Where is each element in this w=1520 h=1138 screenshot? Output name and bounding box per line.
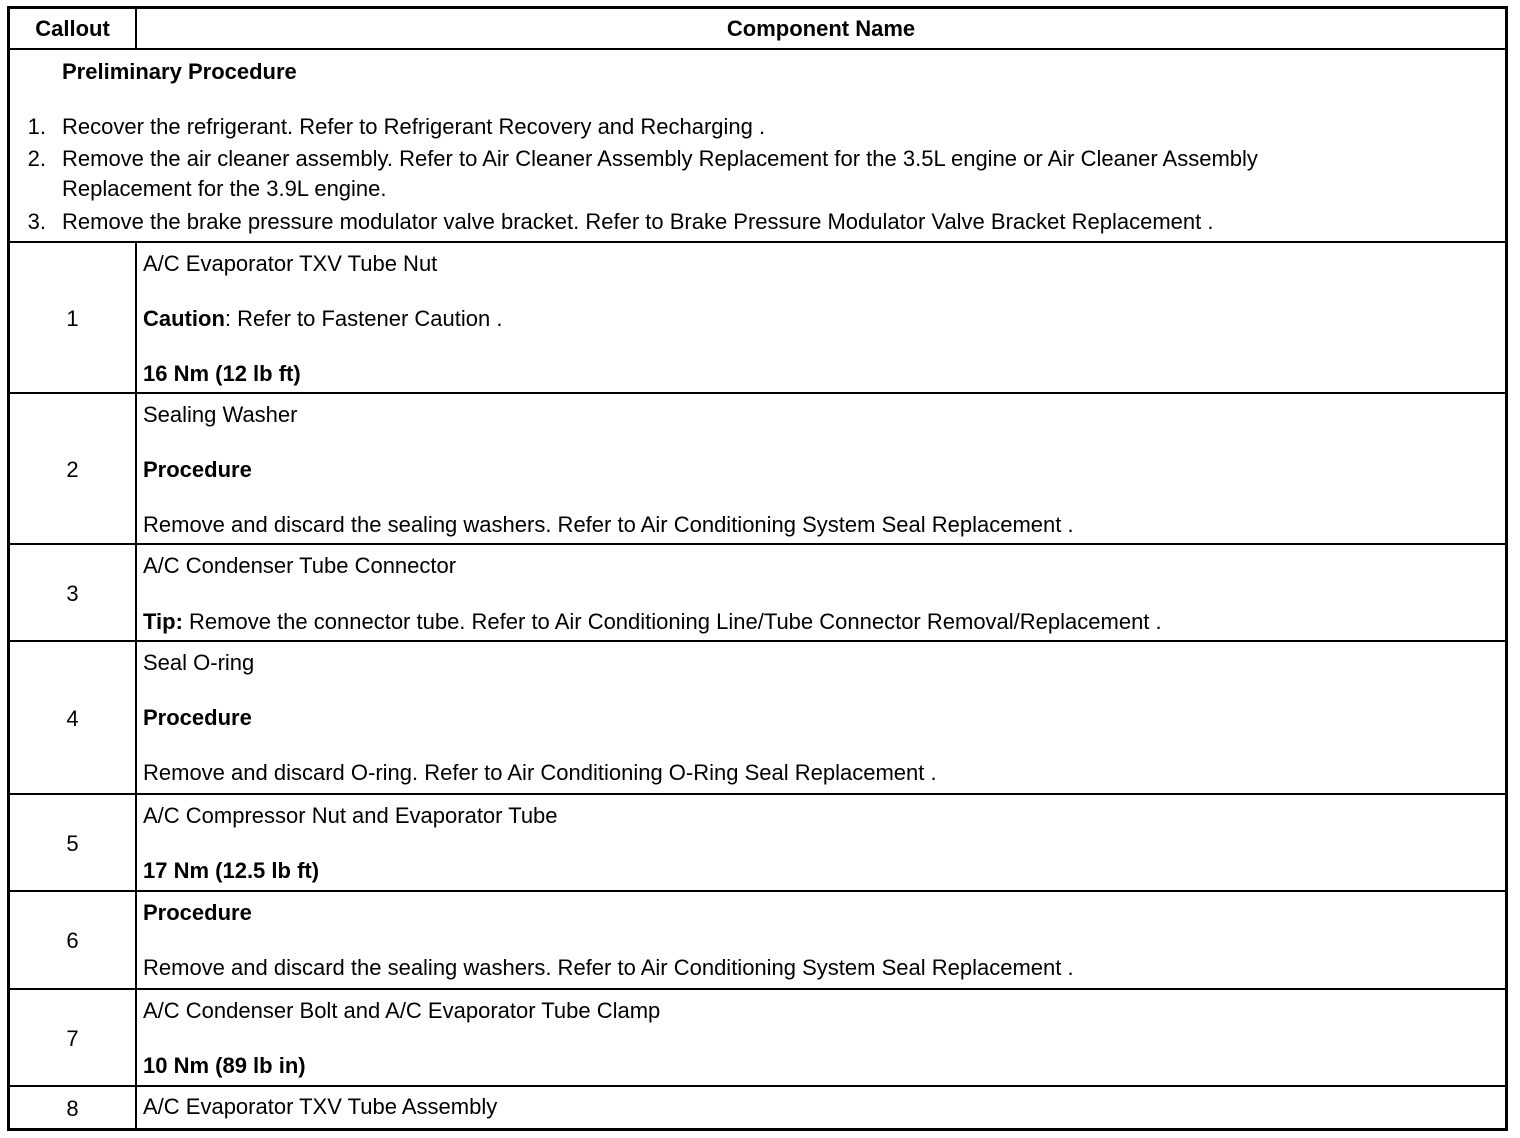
component-name: A/C Condenser Tube Connector — [143, 553, 457, 578]
component-name: Sealing Washer — [143, 402, 298, 427]
component-name: A/C Evaporator TXV Tube Assembly — [143, 1094, 498, 1119]
table-row — [10, 793, 1505, 892]
callout-number: 2 — [10, 394, 137, 545]
callout-number: 6 — [10, 892, 137, 990]
component-name-column-header: Component Name — [726, 15, 916, 41]
procedure-text: Remove and discard the sealing washers. Refer to Air Conditioning System Seal Replacement . — [143, 955, 1074, 980]
component-table — [7, 6, 1508, 1131]
table-row — [10, 988, 1505, 1087]
preliminary-procedure-row — [10, 48, 1505, 243]
table-header-row — [10, 9, 1505, 48]
torque-spec: 17 Nm (12.5 lb ft) — [143, 858, 320, 883]
component-name: A/C Compressor Nut and Evaporator Tube — [143, 803, 558, 828]
table-row — [10, 640, 1505, 795]
procedure-text: Remove and discard the sealing washers. Refer to Air Conditioning System Seal Replacement . — [143, 512, 1074, 537]
component-name: A/C Evaporator TXV Tube Nut — [143, 251, 438, 276]
callout-number: 5 — [10, 795, 137, 892]
preliminary-procedure-title: Preliminary Procedure — [62, 59, 297, 84]
table-row — [10, 241, 1505, 394]
callout-number: 8 — [10, 1087, 137, 1130]
step-text: Remove the brake pressure modulator valve bracket. Refer to Brake Pressure Modulator Valve Bracket Replacement . — [62, 209, 1214, 234]
table-row — [10, 392, 1505, 545]
step-number: 2. — [27, 146, 46, 171]
table-row — [10, 1085, 1505, 1130]
tip-text: Remove the connector tube. Refer to Air Conditioning Line/Tube Connector Removal/Replacement . — [182, 609, 1162, 634]
tip-label: Tip: — [143, 609, 183, 634]
callout-column-header: Callout — [10, 9, 137, 48]
procedure-label: Procedure — [143, 705, 252, 730]
caution-note — [143, 306, 502, 332]
step-number: 3. — [27, 209, 46, 234]
torque-spec: 16 Nm (12 lb ft) — [143, 361, 301, 386]
torque-spec: 10 Nm (89 lb in) — [143, 1053, 306, 1078]
step-number: 1. — [27, 114, 46, 139]
table-row — [10, 890, 1505, 990]
tip-note — [143, 609, 1162, 635]
callout-number: 3 — [10, 545, 137, 642]
procedure-label: Procedure — [143, 457, 252, 482]
callout-number: 4 — [10, 642, 137, 795]
step-text: Recover the refrigerant. Refer to Refrigerant Recovery and Recharging . — [62, 114, 766, 139]
step-text: Remove the air cleaner assembly. Refer to Air Cleaner Assembly Replacement for the 3.5L engine or Air Cleaner Assembly — [62, 146, 1258, 171]
procedure-label: Procedure — [143, 900, 252, 925]
component-name: Seal O-ring — [143, 650, 255, 675]
callout-number: 1 — [10, 243, 137, 394]
table-row — [10, 543, 1505, 642]
callout-number: 7 — [10, 990, 137, 1087]
caution-label: Caution — [143, 306, 225, 331]
step-text-continued: Replacement for the 3.9L engine. — [62, 176, 387, 201]
caution-text: : Refer to Fastener Caution . — [224, 306, 503, 331]
component-name: A/C Condenser Bolt and A/C Evaporator Tube Clamp — [143, 998, 661, 1023]
procedure-text: Remove and discard O-ring. Refer to Air Conditioning O-Ring Seal Replacement . — [143, 760, 937, 785]
